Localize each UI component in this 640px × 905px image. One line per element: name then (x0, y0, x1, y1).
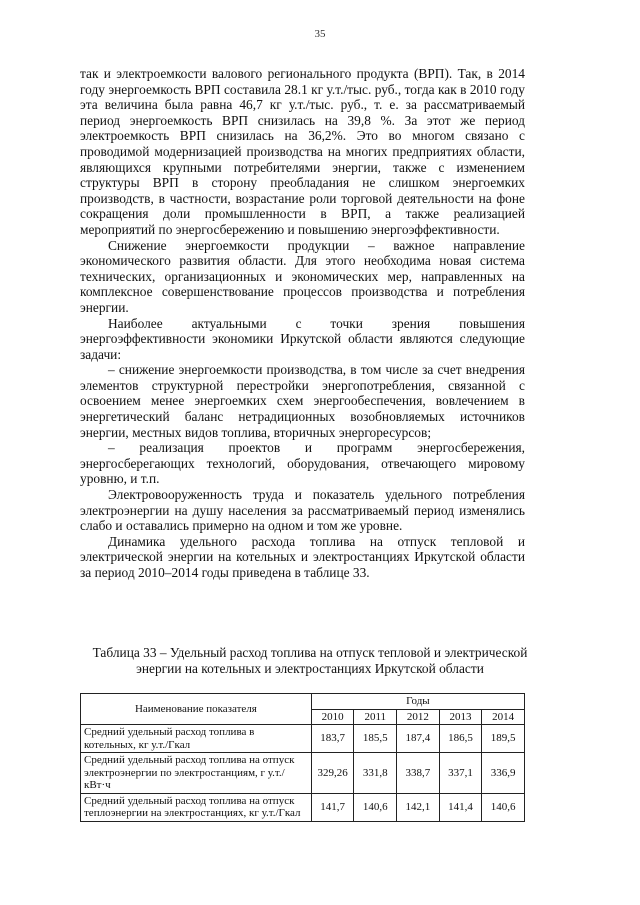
table-cell: 141,7 (311, 793, 354, 821)
column-header-year: 2013 (439, 709, 482, 725)
list-item: – снижение энергоемкости производства, в том числе за счет внедрения элементов структурной перестройки энергопотребления, связанной с освоением менее энергоемких схем энергообеспечения, вовлечением в энергетический баланс нетрадиционных возобновляемых источников энергии, местных видов топлива, вторичных энергоресурсов; (80, 362, 525, 440)
table-caption: Таблица 33 – Удельный расход топлива на отпуск тепловой и электрической энергии на котельных и электростанциях Иркутской области (92, 645, 528, 676)
column-header-years: Годы (311, 694, 524, 710)
paragraph: так и электроемкости валового регионального продукта (ВРП). Так, в 2014 году энергоемкость ВРП составила 28.1 кг у.т./тыс. руб., тогда как в 2010 году эта величина была равна 46,7 кг у.т./тыс. руб., т. е. за рассматриваемый период энергоемкость ВРП снизилась на 39,8 %. За этот же период электроемкость ВРП снизилась на 36,2%. Это во многом связано с проводимой модернизацией производства на многих предприятиях области, являющихся крупными потребителями энергии, также с изменением структуры ВРП в сторону преобладания не слишком энергоемких производств, в частности, возрастание роли торговой деятельности на фоне сокращения доли промышленности в ВРП, а также реализацией мероприятий по энергосбережению и повышению энергоэффективности. (80, 66, 525, 237)
table-cell: 186,5 (439, 725, 482, 753)
table-cell: 336,9 (482, 753, 525, 794)
column-header-year: 2010 (311, 709, 354, 725)
paragraph: Электровооруженность труда и показатель удельного потребления электроэнергии на душу населения за рассматриваемый период изменялись слабо и оставались примерно на одном и том же уровне. (80, 487, 525, 534)
row-label: Средний удельный расход топлива в котельных, кг у.т./Гкал (81, 725, 312, 753)
table-cell: 189,5 (482, 725, 525, 753)
page-number: 35 (314, 28, 326, 40)
table-cell: 142,1 (397, 793, 440, 821)
table-cell: 140,6 (482, 793, 525, 821)
row-label: Средний удельный расход топлива на отпуск электроэнергии по электростанциям, г у.т./кВт·ч (81, 753, 312, 794)
table-cell: 183,7 (311, 725, 354, 753)
table-cell: 338,7 (397, 753, 440, 794)
row-label: Средний удельный расход топлива на отпуск теплоэнергии на электростанциях, кг у.т./Гкал (81, 793, 312, 821)
table-cell: 331,8 (354, 753, 397, 794)
table-row (81, 753, 525, 794)
table-cell: 337,1 (439, 753, 482, 794)
fuel-consumption-table (80, 693, 525, 822)
table-cell: 329,26 (311, 753, 354, 794)
column-header-indicator: Наименование показателя (81, 694, 312, 725)
table-cell: 140,6 (354, 793, 397, 821)
table-header-row (81, 694, 525, 710)
paragraph: Наиболее актуальными с точки зрения повышения энергоэффективности экономики Иркутской области являются следующие задачи: (80, 315, 525, 362)
table-cell: 187,4 (397, 725, 440, 753)
table-row (81, 793, 525, 821)
column-header-year: 2014 (482, 709, 525, 725)
table-cell: 185,5 (354, 725, 397, 753)
table-cell: 141,4 (439, 793, 482, 821)
body-text (80, 66, 525, 581)
list-item: – реализация проектов и программ энергосбережения, энергосберегающих технологий, оборудования, отвечающего мировому уровню, и т.п. (80, 440, 525, 487)
paragraph: Снижение энергоемкости продукции – важное направление экономического развития области. Для этого необходима новая система технических, организационных и экономических мер, направленных на комплексное совершенствование процессов производства и потребления энергии. (80, 237, 525, 315)
table-row (81, 725, 525, 753)
column-header-year: 2012 (397, 709, 440, 725)
paragraph: Динамика удельного расхода топлива на отпуск тепловой и электрической энергии на котельных и электростанциях Иркутской области за период 2010–2014 годы приведена в таблице 33. (80, 533, 525, 580)
column-header-year: 2011 (354, 709, 397, 725)
